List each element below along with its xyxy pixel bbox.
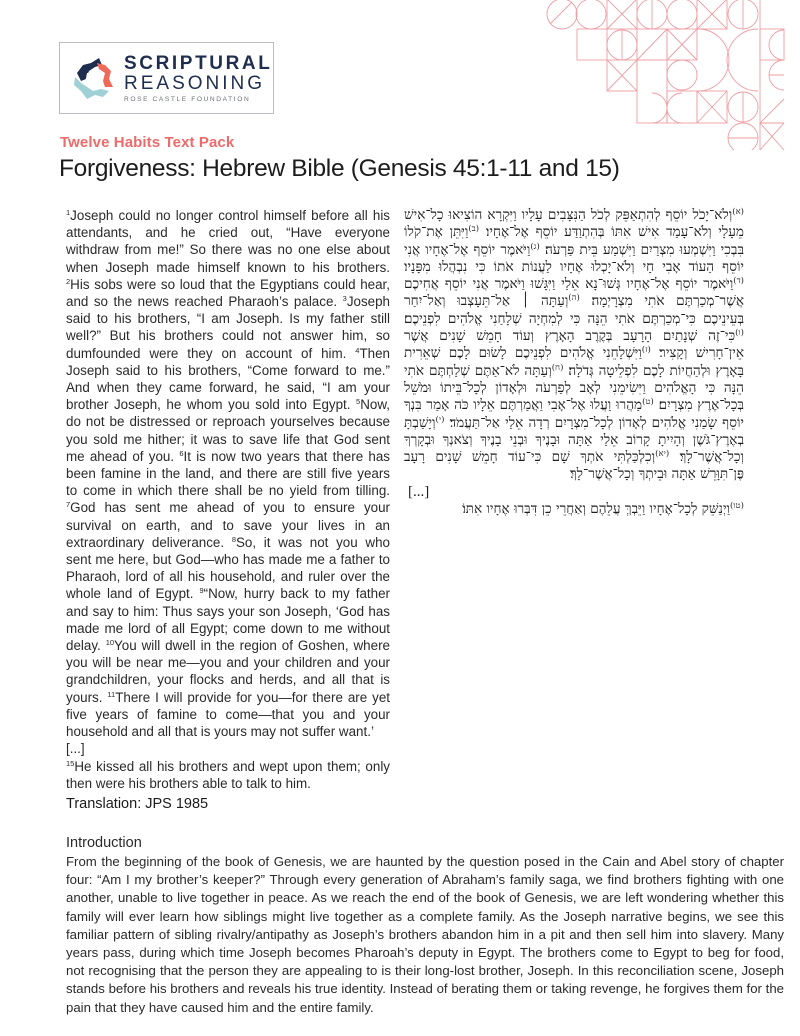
verse-number: 7 <box>66 500 71 510</box>
hebrew-verses-1-11 <box>404 207 744 484</box>
verse-text: It is now two years that there has been famine in the land, and there are still five years to come in which there shall be no yield from tilling. <box>66 448 391 499</box>
verse-text: Now, do not be distressed or reproach yourselves because you sold me hither; it was to save life that God sent me ahead of you. <box>66 397 390 464</box>
verse-text: וְעַתָּה ׀ אַל־תֵּעָצְבוּ וְאַל־יִחַר בְּעֵינֵיכֶם כִּי־מְכַרְתֶּם אֹתִי הֵנָּה כִּי לְמִחְיָה שְׁלָחַנִי אֱלֹהִים לִפְנֵיכֶם׃ <box>404 293 744 327</box>
english-verses-1-11 <box>66 207 390 740</box>
verse-number: (יא) <box>655 449 670 460</box>
verse-number: 4 <box>355 345 360 355</box>
verse-text: וַיֹּאמֶר יוֹסֵף אֶל־אֶחָיו אֲנִי יוֹסֵף הַעוֹד אָבִי חָי וְלֹא־יָכְלוּ אֶחָיו לַעֲנוֹת אֹתוֹ כִּי נִבְהֲלוּ מִפָּנָיו׃ <box>404 241 744 275</box>
verse-number: 2 <box>66 276 71 286</box>
verse-number: (א) <box>732 207 744 217</box>
translation-credit <box>66 796 208 812</box>
verse <box>66 277 390 309</box>
verse-text: וְיָשַׁבְתָּ בְאֶרֶץ־גֹּשֶׁן וְהָיִיתָ קָרוֹב אֵלַי אַתָּה וּבָנֶיךָ וּבְנֵי בָנֶיךָ וְצֹאנְךָ וּבְקָרְךָ וְכָל־אֲשֶׁר־לָךְ׃ <box>404 414 744 466</box>
verse-text: “Now, hurry back to my father and say to him: Thus says your son Joseph, ‘God has made me lord of all Egypt; come down to me without delay. <box>66 586 390 654</box>
verse-text: Then Joseph said to his brothers, “Come forward to me.” And when they came forward, he said, “I am your brother Joseph, he whom you sold into Egypt. <box>66 345 390 413</box>
verse-text: מַהֲרוּ וַעֲלוּ אֶל־אָבִי וַאֲמַרְתֶּם אֵלָיו כֹּה אָמַר בִּנְךָ יוֹסֵף שָׂמַנִי אֱלֹהִים לְאָדוֹן לְכָל־מִצְרָיִם רְדָה אֵלַי אַל־תַּעֲמֹד׃ <box>404 397 744 431</box>
verse-number: 6 <box>179 448 184 458</box>
translation-label: Translation: <box>66 796 142 812</box>
verse-number: (ג) <box>530 241 540 252</box>
verse-text: Joseph said to his brothers, “I am Joseph. Is my father still well?” But his brothers could not answer him, so dumfounded were they on account of him. <box>66 294 390 361</box>
hebrew-verse-15 <box>404 501 744 518</box>
verse-number: (ד) <box>733 276 744 287</box>
introduction-heading: Introduction <box>66 835 142 851</box>
verse-text: You will dwell in the region of Goshen, where you will be near me—you and your children and your grandchildren, your flocks and herds, and all that is yours. <box>66 638 390 705</box>
verse-text: כִּי־זֶה שְׁנָתַיִם הָרָעָב בְּקֶרֶב הָאָרֶץ וְעוֹד חָמֵשׁ שָׁנִים אֲשֶׁר אֵין־חָרִישׁ וְקָצִיר׃ <box>404 328 744 362</box>
verse-text: וַיְנַשֵּׁק לְכָל־אֶחָיו וַיֵּבְךְּ עֲלֵהֶם וְאַחֲרֵי כֵן דִּבְּרוּ אֶחָיו אִתּוֹ׃ <box>462 501 731 518</box>
english-ellipsis: [...] <box>66 741 85 757</box>
introduction-body: From the beginning of the book of Genesis, we are haunted by the question posed in the Cain and Abel story of chapter four: “Am I my brother’s keeper?” Through every generation of Abraham’s family saga, we find brothers fighting with one another, unable to live together in peace. As we reach the end of the book of Genesis, we are left wondering whether this family will ever learn how siblings might live together as a complete family. As the Joseph narrative begins, we see this familiar pattern of sibling rivalry/antipathy as Joseph’s brothers abandon him in a pit and then sell him into slavery. Many years pass, during which time Joseph becomes Pharoah’s deputy in Egypt. The brothers come to Egypt to beg for food, not recognising that the person they are appealing to is their long-lost brother, Joseph. In this reconciliation scene, Joseph stands before his brothers and reveals his true identity. Instead of berating them or taking revenge, he forgives them for the pain that they have caused him and the entire family. <box>66 854 784 1015</box>
verse-number: (י) <box>435 414 445 425</box>
verse-number: 9 <box>199 586 204 596</box>
logo-wordmark <box>124 54 272 103</box>
verse-number: 5 <box>356 397 361 407</box>
verse-text: He kissed all his brothers and wept upon them; only then were his brothers able to talk to him. <box>66 758 390 791</box>
page-title: Forgiveness: Hebrew Bible (Genesis 45:1-11 and 15) <box>59 155 620 182</box>
verse-text: וְכִלְכַּלְתִּי אֹתְךָ שָׁם כִּי־עוֹד חָמֵשׁ שָׁנִים רָעָב פֶּן־תִּוָּרֵשׁ אַתָּה וּבֵיתְךָ וְכָל־אֲשֶׁר־לָךְ׃ <box>404 449 744 483</box>
hebrew-ellipsis: [...] <box>408 483 430 500</box>
verse-text: God has sent me ahead of you to ensure your survival on earth, and to save your lives in an extraordinary deliverance. <box>66 500 390 550</box>
verse <box>66 690 390 739</box>
verse-text: So, it was not you who sent me here, but God—who has made me a father to Pharaoh, lord of all his household, and ruler over the whole land of Egypt. <box>66 534 390 602</box>
verse-text: וַיִּשְׁלָחֵנִי אֱלֹהִים לִפְנֵיכֶם לָשׂוּם לָכֶם שְׁאֵרִית בָּאָרֶץ וּלְהַחֲיוֹת לָכֶם לִפְלֵיטָה גְּדֹלָה׃ <box>404 345 744 379</box>
verse-number: (טו) <box>730 501 744 512</box>
logo-line-1: SCRIPTURAL <box>124 53 273 74</box>
verse-number: 1 <box>66 208 71 217</box>
verse-number: (ה) <box>568 293 580 304</box>
verse-number: 15 <box>66 758 75 768</box>
verse-number: (ט) <box>642 397 654 408</box>
verse-number: 3 <box>342 294 347 304</box>
logo-line-2: REASONING <box>124 73 266 94</box>
verse-text: וְעַתָּה לֹא־אַתֶּם שְׁלַחְתֶּם אֹתִי הֵנָּה כִּי הָאֱלֹהִים וַיִּשִׂימֵנִי לְאָב לְפַרְעֹה וּלְאָדוֹן לְכָל־בֵּיתוֹ וּמֹשֵׁל בְּכָל־אֶרֶץ מִצְרָיִם׃ <box>404 362 744 414</box>
verse-number: 10 <box>105 638 115 648</box>
verse-number: (ח) <box>551 362 564 373</box>
hebrew-passage <box>404 207 744 518</box>
organization-logo <box>59 42 274 114</box>
logo-line-3: ROSE CASTLE FOUNDATION <box>124 96 251 103</box>
verse-number: 11 <box>107 689 116 699</box>
english-passage <box>66 207 390 792</box>
star-logo-icon <box>69 53 119 103</box>
verse-number: 8 <box>231 534 236 544</box>
verse-number: (ו) <box>735 328 744 339</box>
geometric-pattern-decoration <box>510 0 800 150</box>
verse <box>66 208 390 275</box>
pack-kicker: Twelve Habits Text Pack <box>60 134 235 151</box>
verse-text: Joseph could no longer control himself before all his attendants, and he cried out, “Have everyone withdraw from me!” So there was no one else about when Joseph made himself known to his brothers. <box>66 208 390 275</box>
verse-number: (ז) <box>641 345 651 356</box>
verse-text: His sobs were so loud that the Egyptians could hear, and so the news reached Pharaoh’s palace. <box>66 276 390 310</box>
verse-text: וַיִּתֵּן אֶת־קֹלוֹ בִּבְכִי וַיִּשְׁמְעוּ מִצְרַיִם וַיִּשְׁמַע בֵּית פַּרְעֹה׃ <box>404 224 744 258</box>
verse-number: (ב) <box>468 224 480 235</box>
verse-text: וַיֹּאמֶר יוֹסֵף אֶל־אֶחָיו גְּשׁוּ־נָא אֵלַי וַיִּגָּשׁוּ וַיֹּאמֶר אֲנִי יוֹסֵף אֲחִיכֶם אֲשֶׁר־מְכַרְתֶּם אֹתִי מִצְרָיְמָה׃ <box>404 276 744 310</box>
verse-text: There I will provide for you—for there are yet five years of famine to come—that you and your household and all that is yours may not suffer want.’ <box>66 689 391 740</box>
translation-value: JPS 1985 <box>141 796 209 812</box>
english-verse-15 <box>66 758 390 792</box>
verse-text: וְלֹא־יָכֹל יוֹסֵף לְהִתְאַפֵּק לְכֹל הַנִּצָּבִים עָלָיו וַיִּקְרָא הוֹצִיאוּ כָל־אִישׁ מֵעָלָי וְלֹא־עָמַד אִישׁ אִתּוֹ בְּהִתְוַדַּע יוֹסֵף אֶל־אֶחָיו׃ <box>404 207 744 241</box>
